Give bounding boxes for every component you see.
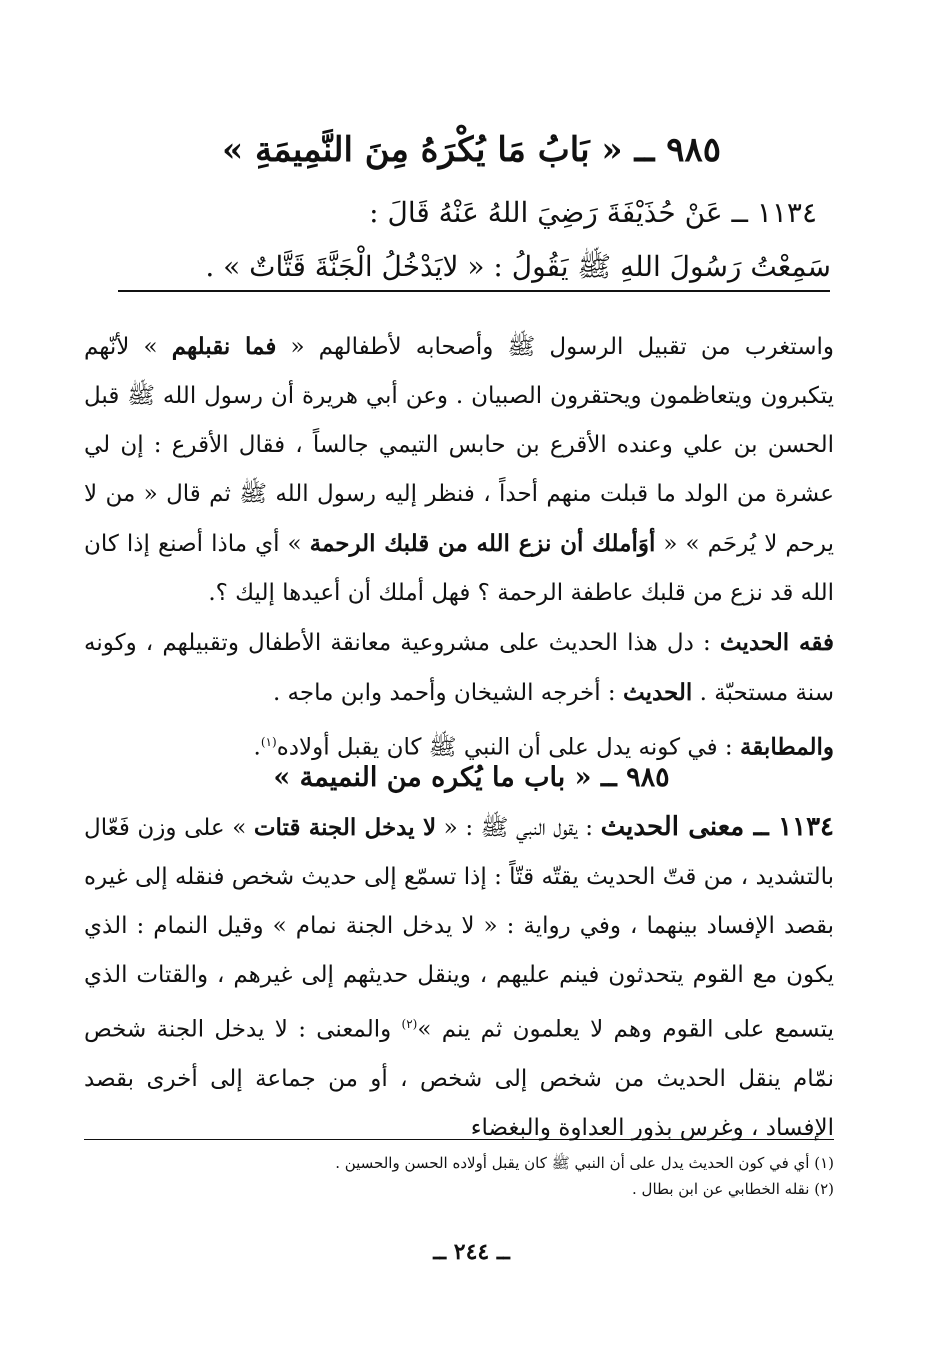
bold-phrase: فما نقبلهم [171,333,277,360]
text-run: » لأنّهم يتكبرون ويتعاظمون ويحتقرون الصبيان . وعن أبي هريرة أن رسول الله ﷺ قبل الحسن بن علي وعنده الأقرع بن حابس التيمي جالساً ، فقال الأقرع : إن لي عشرة من الولد ما قبلت منهم أحداً ، فنظر إليه رسول الله ﷺ ثم قال « من لا يرحم لا يُرحَم » « [84,334,834,557]
footnote: (٢) نقله الخطابي عن ابن بطال . [632,1180,834,1198]
text-run: : يقول النبي ﷺ : « [436,815,601,841]
separator-line [118,290,830,292]
section-label: والمطابقة [739,733,834,761]
section-label: فقه الحديث [719,629,834,656]
text-run: والمعنى : لا يدخل الجنة شخص نمّام ينقل الحديث من شخص إلى شخص ، أو من جماعة إلى أخرى بقصد الإفساد ، وغرس بذور العداوة والبغضاء [84,1016,834,1141]
text-run: . [253,734,261,761]
text-run: واستغرب من تقبيل الرسول ﷺ وأصحابه لأطفالهم « [276,334,834,360]
text-run: : دل هذا الحديث على مشروعية معانقة الأطفال وتقبيلهم ، وكونه سنة مستحبّة . [84,630,834,706]
text-run: : أخرجه الشيخان وأحمد وابن ماجه . [272,680,623,706]
commentary-paragraph [84,803,834,1153]
text-run: : في كونه يدل على أن النبي ﷺ كان يقبل أولاده [276,734,740,761]
commentary-2 [84,803,834,1153]
page-number: ــ ٢٤٤ ــ [433,1239,510,1265]
bold-phrase: لا يدخل الجنة قتات [253,814,437,841]
hadith-number-label: ١١٣٤ ــ معنى الحديث [600,812,834,842]
footnote-ref: (١) [260,735,277,749]
bold-phrase: أوَأملك أن نزع الله من قلبك الرحمة [309,530,656,557]
text-run: » على وزن فَعّال بالتشديد ، من قتّ الحديث يقتّه قتّاً : إذا تسمّع إلى حديث شخص فنقله إلى غيره بقصد الإفساد بينهما ، وفي رواية : « لا يدخل الجنة نمام » وقيل النمام : الذي يكون مع القوم يتحدثون فينم عليهم ، وينقل حديثهم إلى غيرهم ، والقتات الذي يتسمع على القوم وهم لا يعلمون ثم ينم » [84,815,834,1043]
footnote: (١) أي في كون الحديث يدل على أن النبي ﷺ كان يقبل أولاده الحسن والحسين . [335,1154,834,1172]
footnote-separator [84,1139,834,1140]
hadith-text: سَمِعْتُ رَسُولَ اللهِ ﷺ يَقُولُ : « لايَدْخُلُ الْجَنَّةَ قَتَّاتٌ » . [205,250,831,283]
section-title: ٩٨٥ ــ « باب ما يُكره من النميمة » [273,762,670,793]
footnote-ref: (٢) [401,1017,418,1031]
commentary [84,322,834,773]
commentary-paragraph [84,322,834,618]
chapter-title: ٩٨٥ ــ « بَابُ مَا يُكْرَهُ مِنَ النَّمِيمَةِ » [221,130,722,170]
hadith-intro: ١١٣٤ ــ عَنْ حُذَيْفَةَ رَضِيَ اللهُ عَنْهُ قَالَ : [369,196,817,229]
commentary-paragraph [84,618,834,718]
footnotes [94,1150,834,1202]
section-label: الحديث [623,679,693,706]
text-run: » أي ماذا أصنع إذا كان الله قد نزع من قلبك عاطفة الرحمة ؟ فهل أملك أن أعيدها إليك ؟. [84,531,834,606]
